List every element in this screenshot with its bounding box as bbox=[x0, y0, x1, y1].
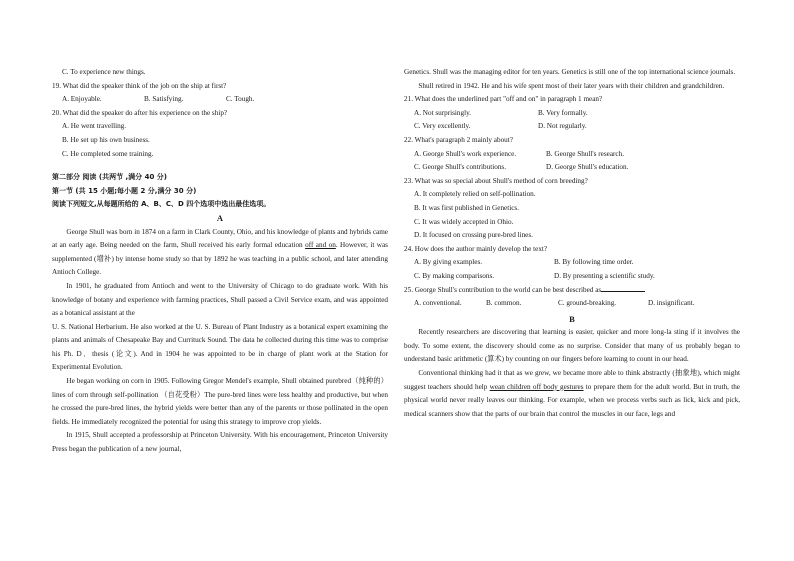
question-21-options-row-2 bbox=[404, 120, 740, 134]
right-column bbox=[404, 66, 740, 421]
left-column bbox=[52, 66, 388, 457]
q25-option-d: D. insignificant. bbox=[648, 299, 695, 308]
q24-option-c: C. By making comparisons. bbox=[414, 271, 495, 280]
passage-a-paragraph-3: He began working on corn in 1905. Following Gregor Mendel's example, Shull obtained purebred（纯种的）lines of corn through self-pollination （自花受粉）The pure-bred lines were less healthy and productive, but when he crossed the pure-bred lines, the hybrid yields were better than any of the parents or those pollinated in the open fields. He immediately recognized the potential for using this strategy to improve crop yields. bbox=[52, 377, 388, 426]
passage-a-paragraph-4-cont: Genetics. Shull was the managing editor for ten years. Genetics is still one of the top international science journals. bbox=[404, 68, 736, 76]
question-23: 23. What was so special about Shull's method of corn breeding? bbox=[404, 176, 588, 185]
reading-instruction: 阅读下列短文,从每题所给的 A、B、C、D 四个选项中选出最佳选项。 bbox=[52, 200, 271, 209]
question-21: 21. What does the underlined part "off and on" in paragraph 1 mean? bbox=[404, 95, 603, 104]
underlined-phrase-wean-children: wean children off body gestures bbox=[489, 382, 584, 391]
question-19-options bbox=[52, 93, 388, 107]
passage-a-paragraph-2: In 1901, he graduated from Antioch and went to the University of Chicago to do graduate work. With his knowledge of botany and experience with farming practices, Shull passed a Civil Service exam, and was appointed as a botanical assistant at the bbox=[52, 281, 388, 318]
pa-p1-text-end: . However, it was supplemented (增补) by intense home study so that by 1892 he was teaching in a public school, and later attending Antioch College. bbox=[52, 241, 388, 277]
pb-p2-text-end: to prepare them for the adult world. But in truth, the physical world never really leaves our thinking. For example, when we process verbs such as lick, kick and pick, medical scanners show that the parts of our brain that control the muscles in our face, legs and bbox=[404, 382, 740, 418]
pb-p2-text-start: Conventional thinking had it that as we grew, we became more able to think abstractly (抽象地), which might suggest teachers should help bbox=[404, 369, 740, 391]
pa-p1-text-start: George Shull was born in 1874 on a farm in Clark County, Ohio, and his knowledge of plants and hybrids came at an early age. Being needed on the farm, Shull received his early formal education bbox=[52, 227, 388, 250]
q23-option-b: B. It was first published in Genetics. bbox=[414, 203, 520, 212]
q23-option-c: C. It was widely accepted in Ohio. bbox=[414, 217, 514, 226]
underlined-phrase-off-and-on: off and on bbox=[305, 241, 336, 250]
question-22: 22. What's paragraph 2 mainly about? bbox=[404, 135, 513, 144]
q25-option-a: A. conventional. bbox=[414, 299, 462, 308]
q22-option-a: A. George Shull's work experience. bbox=[414, 149, 517, 158]
q23-option-a: A. It completely relied on self-pollination. bbox=[414, 190, 536, 199]
question-24-options-row-2 bbox=[404, 270, 740, 284]
passage-a-label: A bbox=[216, 212, 224, 223]
passage-b-paragraph-2 bbox=[404, 367, 740, 421]
question-25-options bbox=[404, 297, 740, 311]
passage-a-paragraph-5: Shull retired in 1942. He and his wife spent most of their later years with their children and grandchildren. bbox=[418, 81, 725, 90]
question-25-text: 25. George Shull's contribution to the world can be best described as bbox=[404, 285, 602, 294]
q21-option-d: D. Not regularly. bbox=[538, 122, 587, 131]
q20-option-c: C. He completed some training. bbox=[62, 149, 154, 158]
q22-option-b: B. George Shull's research. bbox=[546, 149, 625, 158]
spacer bbox=[52, 161, 388, 171]
question-25 bbox=[404, 284, 740, 298]
q20-option-a: A. He went travelling. bbox=[62, 122, 127, 131]
q22-option-d: D. George Shull's education. bbox=[546, 163, 629, 172]
q21-option-a: A. Not surprisingly. bbox=[414, 108, 472, 117]
q24-option-b: B. By following time order. bbox=[554, 258, 634, 267]
q25-option-c: C. ground-breaking. bbox=[558, 299, 617, 308]
q20-option-b: B. He set up his own business. bbox=[62, 135, 150, 144]
q19-option-a: A. Enjoyable. bbox=[62, 95, 102, 104]
q24-option-d: D. By presenting a scientific study. bbox=[554, 271, 655, 280]
passage-a-paragraph-4: In 1915, Shull accepted a professorship at Princeton University. With his encouragement, Princeton University Press began the publication of a new journal, bbox=[52, 431, 388, 454]
passage-b-paragraph-1: Recently researchers are discovering that learning is easier, quicker and more long-la sting if it involves the body. To some extent, the discovery should come as no surprise. Consider that many of us probably began to understand basic arithmetic (算术) by counting on our fingers before learning to count in our head. bbox=[404, 328, 740, 364]
q22-option-c: C. George Shull's contributions. bbox=[414, 163, 507, 172]
question-22-options-row-1 bbox=[404, 148, 740, 162]
passage-a-paragraph-2-cont: U. S. National Herbarium. He also worked at the U. S. Bureau of Plant Industry as a botanical expert examining the plants and animals of Chesapeake Bay and Currituck Sound. The data he collected during this time was to comprise his Ph. D．thesis (论文). And in 1904 he was appointed to be in charge of plant work at the Station for Experimental Evolution. bbox=[52, 322, 388, 372]
question-21-options-row-1 bbox=[404, 107, 740, 121]
passage-a-paragraph-1 bbox=[52, 226, 388, 280]
answer-blank bbox=[601, 285, 645, 292]
q24-option-a: A. By giving examples. bbox=[414, 258, 483, 267]
q18-option-c: C. To experience new things. bbox=[62, 68, 146, 76]
q25-option-b: B. common. bbox=[486, 299, 522, 308]
q19-option-c: C. Tough. bbox=[226, 95, 255, 104]
question-24: 24. How does the author mainly develop the text? bbox=[404, 244, 548, 253]
question-22-options-row-2 bbox=[404, 161, 740, 175]
question-20: 20. What did the speaker do after his experience on the ship? bbox=[52, 108, 228, 117]
question-24-options-row-1 bbox=[404, 256, 740, 270]
question-19: 19. What did the speaker think of the job on the ship at first? bbox=[52, 81, 227, 90]
passage-b-label: B bbox=[569, 313, 575, 324]
section-one-title: 第一节 (共 15 小题;每小题 2 分,满分 30 分) bbox=[52, 186, 197, 195]
q21-option-b: B. Very formally. bbox=[538, 108, 588, 117]
q21-option-c: C. Very excellently. bbox=[414, 122, 471, 131]
q19-option-b: B. Satisfying. bbox=[144, 95, 184, 104]
q23-option-d: D. It focused on crossing pure-bred lines. bbox=[414, 231, 533, 240]
part-two-title: 第二部分 阅读 (共两节 ,满分 40 分) bbox=[52, 173, 167, 182]
